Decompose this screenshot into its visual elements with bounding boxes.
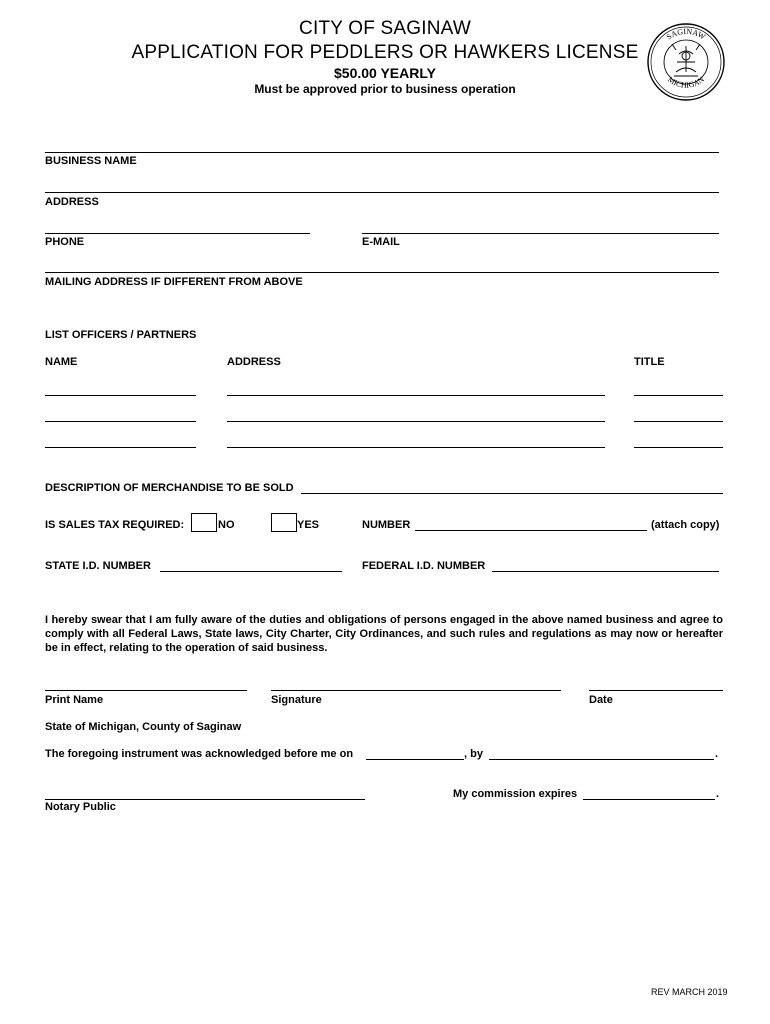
merchandise-label: DESCRIPTION OF MERCHANDISE TO BE SOLD [45,482,294,494]
form-title: APPLICATION FOR PEDDLERS OR HAWKERS LICENSE [131,42,639,63]
commission-end: . [716,788,720,800]
svg-text:SAGINAW [665,27,707,42]
address-label: ADDRESS [45,196,99,208]
tax-number-label: NUMBER [362,519,411,531]
notary-public-label: Notary Public [45,801,116,813]
acknowledgment-end: . [715,748,719,760]
officers-heading: LIST OFFICERS / PARTNERS [45,329,197,341]
attach-copy-note: (attach copy) [651,519,720,531]
sales-tax-question: IS SALES TAX REQUIRED: [45,519,185,531]
business-name-label: BUSINESS NAME [45,155,137,167]
federal-id-label: FEDERAL I.D. NUMBER [362,560,486,572]
svg-text:MICHIGAN [666,75,706,90]
commission-label: My commission expires [453,788,578,800]
officers-col-address: ADDRESS [227,356,281,368]
city-title: CITY OF SAGINAW [299,18,471,39]
phone-label: PHONE [45,236,85,248]
acknowledgment-text: The foregoing instrument was acknowledged before me on [45,748,354,760]
email-label: E-MAIL [362,236,400,248]
acknowledgment-by: , by [464,748,483,760]
print-name-label: Print Name [45,694,104,706]
approval-note: Must be approved prior to business operation [254,82,516,96]
oath-paragraph: I hereby swear that I am fully aware of the duties and obligations of persons engaged in the above named business and agree to comply with all Federal Laws, State laws, City Charter, City Ordinances, and such rules and regulations as may now or hereafter be in effect, relating to the operation of said business. [45,614,723,654]
sales-tax-yes-checkbox[interactable] [271,513,297,532]
date-label: Date [589,694,613,706]
officers-col-title: TITLE [634,356,665,368]
state-id-label: STATE I.D. NUMBER [45,560,151,572]
sales-tax-no-label: NO [218,519,235,531]
seal-text-bottom: MICHIGAN [666,74,706,90]
mailing-address-label: MAILING ADDRESS IF DIFFERENT FROM ABOVE [45,276,303,288]
signature-label: Signature [271,694,322,706]
sales-tax-yes-label: YES [297,519,320,531]
revision-date: REV MARCH 2019 [651,987,728,997]
city-seal-logo [646,22,726,102]
notary-county: State of Michigan, County of Saginaw [45,721,242,733]
license-fee: $50.00 YEARLY [334,65,436,81]
seal-text-top: SAGINAW [664,26,707,42]
sales-tax-no-checkbox[interactable] [191,513,217,532]
officers-col-name: NAME [45,356,78,368]
